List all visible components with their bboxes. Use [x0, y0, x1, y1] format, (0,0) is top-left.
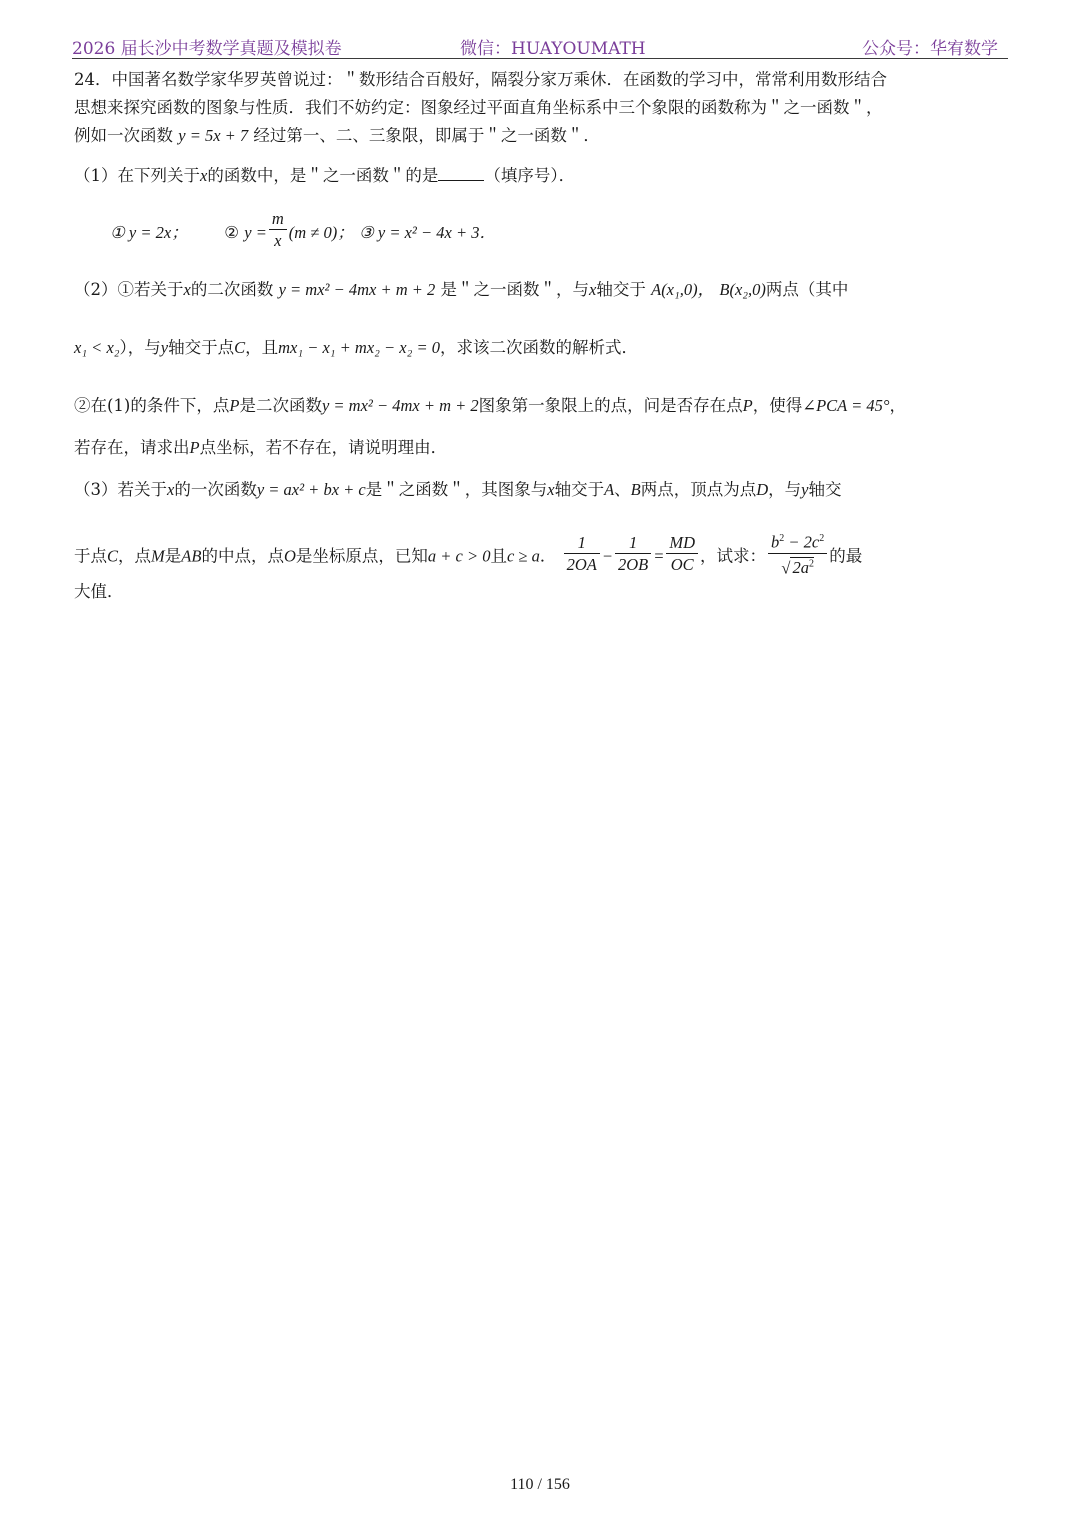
fraction-target-expression: $\frac{b^2 - 2c^2}{√ 2a^2}$ [768, 529, 827, 579]
page-header [72, 34, 1008, 59]
problem-intro-line-3: 例如一次函数 y = 5x + 7 经过第一、二、三象限，即属于＂之一函数＂． [74, 126, 600, 145]
header-title: 2026 届长沙中考数学真题及模拟卷 [72, 39, 342, 59]
example-equation: y = 5x + 7 [178, 126, 249, 145]
question-3-line-2: 于点C，点M是AB的中点，点O是坐标原点，已知a + c > 0且c ≥ a． $\frac{1}{2OA}$ − $\frac{1}{2OB}$ = $\frac{MD}{OC}$ ，试求： $\frac{b^2 - 2c^2}{√ 2a^2}$ 的最 [74, 532, 862, 582]
fraction-m-over-x: $\frac{m}{x}$ [269, 209, 287, 252]
fraction-1-over-2OB: $\frac{1}{2OB}$ [615, 533, 651, 576]
fraction-MD-over-OC: $\frac{MD}{OC}$ [666, 533, 698, 576]
answer-blank [438, 162, 484, 181]
header-wechat: 微信：HUAYOUMATH [460, 39, 646, 59]
problem-intro-line-1: 24．中国著名数学家华罗英曾说过：＂数形结合百般好，隔裂分家万乘休．在函数的学习中，常常利用数形结合 [74, 70, 887, 89]
problem-intro-line-2: 思想来探究函数的图象与性质．我们不妨约定：图象经过平面直角坐标系中三个象限的函数称为＂之一函数＂， [74, 98, 883, 117]
fraction-1-over-2OA: $\frac{1}{2OA}$ [564, 533, 600, 576]
question-2b-line-2: 若存在，请求出P点坐标，若不存在，请说明理由． [74, 438, 448, 457]
question-2-line-1: （2）①若关于x的二次函数 y = mx² − 4mx + m + 2 是＂之一函数＂，与x轴交于 A(x₁,0)， B(x₂,0)两点（其中 [74, 280, 849, 299]
question-3-line-1: （3）若关于x的一次函数y = ax² + bx + c是＂之函数＂，其图象与x轴交于A、B两点，顶点为点D，与y轴交 [74, 480, 842, 499]
page-number: 110 / 156 [510, 1476, 570, 1493]
header-account: 公众号：华宥数学 [862, 39, 998, 59]
question-2b-line-1: ②在(1)的条件下，点P是二次函数y = mx² − 4mx + m + 2图象第一象限上的点，问是否存在点P，使得∠PCA = 45°， [74, 396, 906, 415]
question-2-line-2: x₁ < x₂），与y轴交于点C，且mx₁ − x₁ + mx₂ − x₂ = 0，求该二次函数的解析式． [74, 338, 638, 357]
option-1: ① y = 2x； [110, 223, 188, 242]
question-3-line-3: 大值． [74, 582, 124, 601]
option-2: ② y = $\frac{m}{x}$ (m ≠ 0)； [224, 209, 354, 250]
option-3: ③ y = x² − 4x + 3． [358, 223, 496, 242]
question-1: （1）在下列关于x的函数中，是＂之一函数＂的是 （填序号）． [74, 162, 575, 190]
question-1-options [110, 209, 496, 255]
